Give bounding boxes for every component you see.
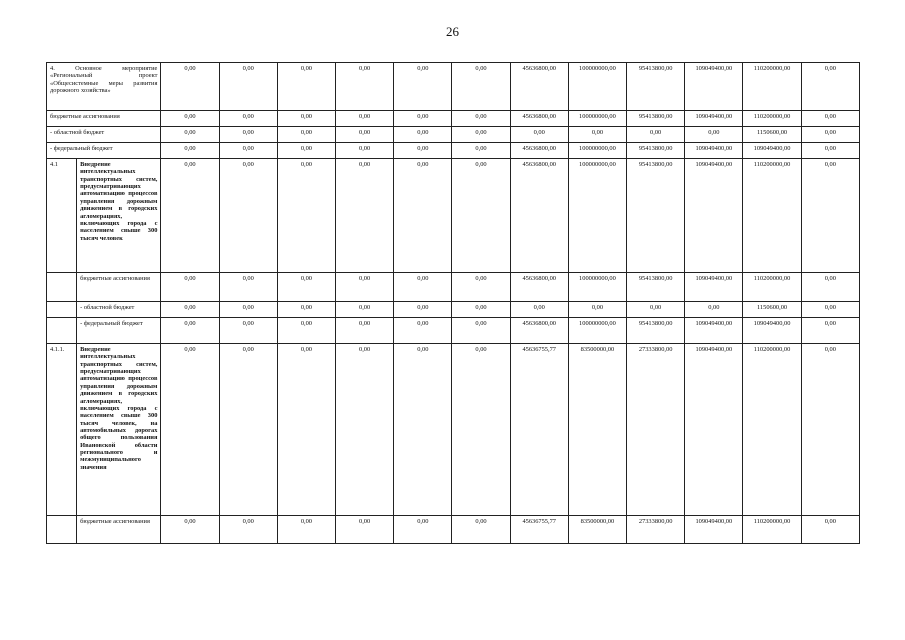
- row-name: Внедрение интеллектуальных транспортных систем, предусматривающих автоматизацию процессов управления дорожным движением в городских агломерациях, включающих города с населением свыше 300 тысяч человек: [80, 161, 158, 242]
- row-name-cell: [47, 111, 161, 127]
- row-name: - федеральный бюджет: [80, 320, 143, 327]
- table-row: [47, 516, 860, 544]
- amount-cell: 95413800,00: [627, 273, 685, 302]
- row-code-cell: [47, 273, 77, 302]
- amount-cell: 0,00: [336, 127, 394, 143]
- budget-table: [46, 62, 860, 544]
- amount-cell: 100000000,00: [568, 273, 626, 302]
- amount-cell: 95413800,00: [627, 159, 685, 273]
- amount-cell: 95413800,00: [627, 111, 685, 127]
- amount-cell: 0,00: [219, 111, 277, 127]
- amount-cell: 0,00: [452, 111, 510, 127]
- amount-cell: 27333800,00: [627, 516, 685, 544]
- row-code: 4.1.1.: [50, 346, 65, 353]
- amount-cell: 0,00: [394, 273, 452, 302]
- amount-cell: 0,00: [277, 111, 335, 127]
- amount-cell: 45636800,00: [510, 273, 568, 302]
- amount-cell: 95413800,00: [627, 318, 685, 344]
- amount-cell: 0,00: [568, 302, 626, 318]
- amount-cell: 0,00: [161, 127, 219, 143]
- amount-cell: 0,00: [219, 63, 277, 111]
- amount-cell: 110200000,00: [743, 159, 801, 273]
- amount-cell: 0,00: [452, 127, 510, 143]
- amount-cell: 0,00: [452, 318, 510, 344]
- amount-cell: 0,00: [277, 159, 335, 273]
- row-name: - областной бюджет: [80, 304, 135, 311]
- amount-cell: 0,00: [336, 516, 394, 544]
- table-row: [47, 127, 860, 143]
- row-name-cell: [77, 273, 161, 302]
- amount-cell: 0,00: [161, 111, 219, 127]
- row-name-cell: [77, 318, 161, 344]
- amount-cell: 0,00: [219, 318, 277, 344]
- amount-cell: 0,00: [394, 302, 452, 318]
- amount-cell: 1150600,00: [743, 127, 801, 143]
- amount-cell: 95413800,00: [627, 143, 685, 159]
- amount-cell: 45636800,00: [510, 63, 568, 111]
- amount-cell: 0,00: [801, 63, 859, 111]
- table-row: [47, 111, 860, 127]
- amount-cell: 0,00: [161, 344, 219, 516]
- amount-cell: 0,00: [452, 159, 510, 273]
- row-name: - федеральный бюджет: [50, 145, 113, 152]
- table-row: [47, 318, 860, 344]
- row-code-cell: [47, 516, 77, 544]
- amount-cell: 0,00: [510, 127, 568, 143]
- amount-cell: 0,00: [394, 516, 452, 544]
- amount-cell: 0,00: [219, 127, 277, 143]
- amount-cell: 0,00: [161, 143, 219, 159]
- amount-cell: 100000000,00: [568, 318, 626, 344]
- row-code-cell: [47, 318, 77, 344]
- row-name-cell: [77, 159, 161, 273]
- amount-cell: 110200000,00: [743, 344, 801, 516]
- row-name-cell: [47, 63, 161, 111]
- page-number: 26: [446, 24, 459, 39]
- amount-cell: 0,00: [277, 63, 335, 111]
- amount-cell: 109049400,00: [685, 516, 743, 544]
- amount-cell: 0,00: [219, 143, 277, 159]
- row-code: 4.1: [50, 161, 58, 168]
- amount-cell: 109049400,00: [685, 111, 743, 127]
- row-name: - областной бюджет: [50, 129, 105, 136]
- amount-cell: 0,00: [394, 111, 452, 127]
- amount-cell: 0,00: [161, 63, 219, 111]
- amount-cell: 109049400,00: [685, 143, 743, 159]
- row-name-cell: [77, 344, 161, 516]
- row-name: бюджетные ассигнования: [50, 113, 120, 120]
- amount-cell: 0,00: [452, 516, 510, 544]
- amount-cell: 0,00: [161, 159, 219, 273]
- amount-cell: 0,00: [801, 273, 859, 302]
- table-row: [47, 344, 860, 516]
- amount-cell: 0,00: [219, 516, 277, 544]
- amount-cell: 0,00: [161, 516, 219, 544]
- amount-cell: 0,00: [277, 143, 335, 159]
- amount-cell: 0,00: [277, 318, 335, 344]
- amount-cell: 109049400,00: [685, 159, 743, 273]
- amount-cell: 0,00: [801, 516, 859, 544]
- amount-cell: 0,00: [336, 302, 394, 318]
- row-code-cell: [47, 159, 77, 273]
- amount-cell: 0,00: [452, 273, 510, 302]
- amount-cell: 109049400,00: [743, 143, 801, 159]
- amount-cell: 45636800,00: [510, 159, 568, 273]
- amount-cell: 110200000,00: [743, 63, 801, 111]
- amount-cell: 0,00: [219, 344, 277, 516]
- amount-cell: 0,00: [452, 143, 510, 159]
- amount-cell: 0,00: [510, 302, 568, 318]
- amount-cell: 0,00: [801, 302, 859, 318]
- amount-cell: 0,00: [452, 344, 510, 516]
- amount-cell: 0,00: [277, 344, 335, 516]
- amount-cell: 0,00: [336, 273, 394, 302]
- row-name-cell: [77, 516, 161, 544]
- amount-cell: 0,00: [394, 159, 452, 273]
- table-row: [47, 63, 860, 111]
- amount-cell: 0,00: [568, 127, 626, 143]
- table-row: [47, 143, 860, 159]
- amount-cell: 0,00: [801, 111, 859, 127]
- row-name: бюджетные ассигнования: [80, 275, 150, 282]
- amount-cell: 0,00: [801, 318, 859, 344]
- amount-cell: 83500000,00: [568, 516, 626, 544]
- amount-cell: 100000000,00: [568, 111, 626, 127]
- amount-cell: 0,00: [336, 111, 394, 127]
- amount-cell: 0,00: [336, 159, 394, 273]
- amount-cell: 95413800,00: [627, 63, 685, 111]
- amount-cell: 0,00: [277, 516, 335, 544]
- amount-cell: 110200000,00: [743, 111, 801, 127]
- amount-cell: 109049400,00: [685, 344, 743, 516]
- amount-cell: 0,00: [161, 273, 219, 302]
- amount-cell: 45636755,77: [510, 516, 568, 544]
- amount-cell: 0,00: [161, 318, 219, 344]
- amount-cell: 45636800,00: [510, 143, 568, 159]
- amount-cell: 0,00: [685, 127, 743, 143]
- amount-cell: 0,00: [219, 302, 277, 318]
- table-row: [47, 159, 860, 273]
- amount-cell: 100000000,00: [568, 143, 626, 159]
- budget-table-body: [47, 63, 860, 544]
- amount-cell: 110200000,00: [743, 516, 801, 544]
- row-code-cell: [47, 344, 77, 516]
- amount-cell: 0,00: [277, 127, 335, 143]
- amount-cell: 110200000,00: [743, 273, 801, 302]
- amount-cell: 0,00: [394, 318, 452, 344]
- amount-cell: 45636800,00: [510, 318, 568, 344]
- row-name-cell: [47, 143, 161, 159]
- amount-cell: 0,00: [219, 273, 277, 302]
- amount-cell: 0,00: [801, 127, 859, 143]
- amount-cell: 0,00: [336, 344, 394, 516]
- amount-cell: 0,00: [394, 143, 452, 159]
- table-row: [47, 273, 860, 302]
- amount-cell: 0,00: [394, 63, 452, 111]
- amount-cell: 100000000,00: [568, 159, 626, 273]
- amount-cell: 0,00: [219, 159, 277, 273]
- amount-cell: 0,00: [277, 302, 335, 318]
- amount-cell: 27333800,00: [627, 344, 685, 516]
- amount-cell: 0,00: [394, 127, 452, 143]
- amount-cell: 0,00: [336, 143, 394, 159]
- amount-cell: 100000000,00: [568, 63, 626, 111]
- amount-cell: 0,00: [161, 302, 219, 318]
- amount-cell: 0,00: [452, 302, 510, 318]
- amount-cell: 0,00: [801, 344, 859, 516]
- amount-cell: 0,00: [394, 344, 452, 516]
- row-name: бюджетные ассигнования: [80, 518, 150, 525]
- amount-cell: 0,00: [627, 127, 685, 143]
- amount-cell: 109049400,00: [685, 318, 743, 344]
- amount-cell: 0,00: [801, 159, 859, 273]
- amount-cell: 83500000,00: [568, 344, 626, 516]
- row-name-cell: [77, 302, 161, 318]
- amount-cell: 0,00: [685, 302, 743, 318]
- amount-cell: 0,00: [336, 318, 394, 344]
- amount-cell: 45636800,00: [510, 111, 568, 127]
- amount-cell: 109049400,00: [685, 273, 743, 302]
- amount-cell: 0,00: [336, 63, 394, 111]
- table-row: [47, 302, 860, 318]
- amount-cell: 0,00: [627, 302, 685, 318]
- row-name: Внедрение интеллектуальных транспортных систем, предусматривающих автоматизацию процессов управления дорожным движением в городских агломерациях, включающих города с населением свыше 300 тысяч человек, на автомобильных дорогах общего пользования Ивановской области регионального и межмуниципального значения: [80, 346, 158, 471]
- amount-cell: 0,00: [277, 273, 335, 302]
- row-code-cell: [47, 302, 77, 318]
- amount-cell: 0,00: [452, 63, 510, 111]
- amount-cell: 1150600,00: [743, 302, 801, 318]
- amount-cell: 0,00: [801, 143, 859, 159]
- amount-cell: 109049400,00: [685, 63, 743, 111]
- amount-cell: 109049400,00: [743, 318, 801, 344]
- row-name-cell: [47, 127, 161, 143]
- amount-cell: 45636755,77: [510, 344, 568, 516]
- row-name: 4. Основное мероприятие «Региональный проект «Общесистемные меры развития дорожного хозяйства»: [50, 65, 158, 95]
